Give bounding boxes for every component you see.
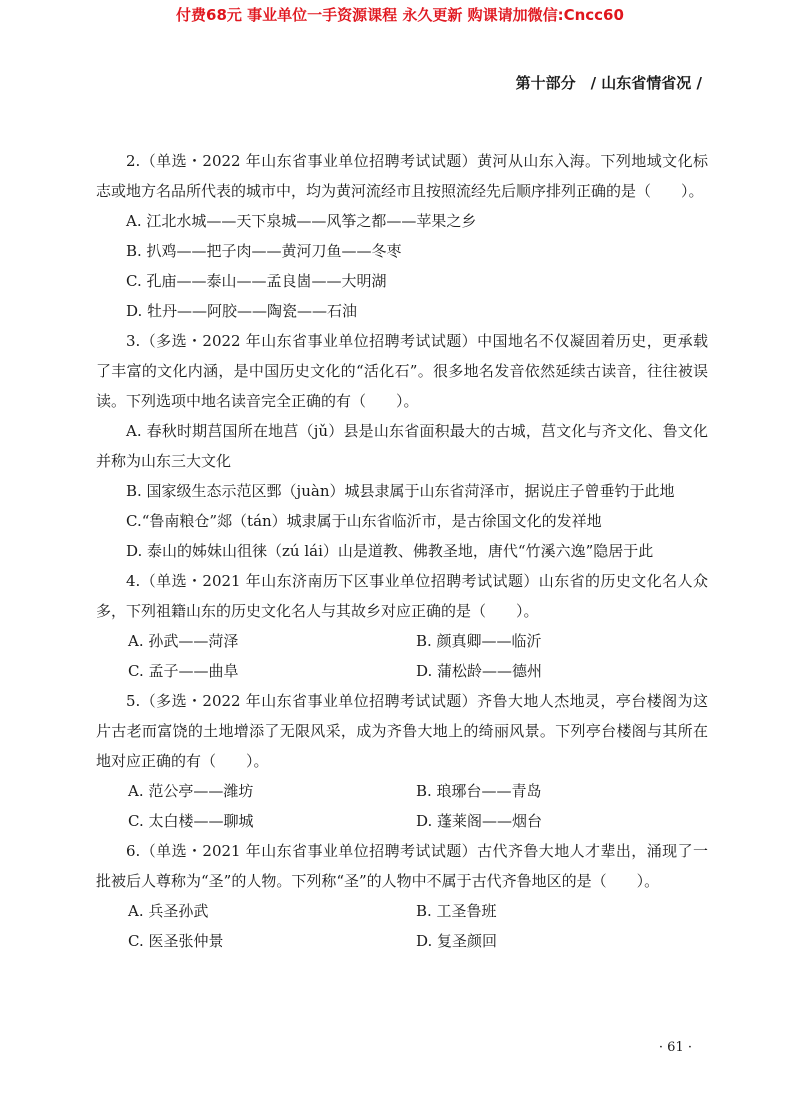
option: A. 春秋时期莒国所在地莒（jǔ）县是山东省面积最大的古城，莒文化与齐文化、鲁文化并称为山东三大文化 bbox=[96, 422, 708, 470]
option: D. 蓬莱阁——烟台 bbox=[416, 812, 543, 830]
option: B. 国家级生态示范区鄄（juàn）城县隶属于山东省菏泽市，据说庄子曾垂钓于此地 bbox=[126, 482, 675, 500]
option: A. 江北水城——天下泉城——风筝之都——苹果之乡 bbox=[126, 212, 477, 230]
option: C. 孔庙——泰山——孟良崮——大明湖 bbox=[126, 272, 387, 290]
option: D. 泰山的姊妹山徂徕（zú lái）山是道教、佛教圣地，唐代“竹溪六逸”隐居于此 bbox=[126, 542, 654, 560]
option-row bbox=[96, 926, 708, 956]
option-row bbox=[96, 806, 708, 836]
option-row bbox=[96, 626, 708, 656]
question-stem: 6.（单选・2021 年山东省事业单位招聘考试试题）古代齐鲁大地人才辈出，涌现了一批被后人尊称为“圣”的人物。下列称“圣”的人物中不属于古代齐鲁地区的是（ ）。 bbox=[96, 842, 708, 890]
option: B. 扒鸡——把子肉——黄河刀鱼——冬枣 bbox=[126, 242, 402, 260]
question-stem: 2.（单选・2022 年山东省事业单位招聘考试试题）黄河从山东入海。下列地域文化标志或地方名品所代表的城市中，均为黄河流经市且按照流经先后顺序排列正确的是（ ）。 bbox=[96, 152, 708, 200]
option: D. 牡丹——阿胶——陶瓷——石油 bbox=[126, 302, 358, 320]
section-header: 第十部分 / 山东省情省况 / bbox=[515, 74, 702, 92]
option: D. 蒲松龄——德州 bbox=[416, 662, 543, 680]
option-row bbox=[96, 896, 708, 926]
option: A. 范公亭——潍坊 bbox=[128, 782, 254, 800]
option: D. 复圣颜回 bbox=[416, 932, 498, 950]
option: A. 兵圣孙武 bbox=[128, 902, 209, 920]
option-row bbox=[96, 656, 708, 686]
question-stem: 4.（单选・2021 年山东济南历下区事业单位招聘考试试题）山东省的历史文化名人众多，下列祖籍山东的历史文化名人与其故乡对应正确的是（ ）。 bbox=[96, 572, 708, 620]
option-row bbox=[96, 776, 708, 806]
question-stem: 5.（多选・2022 年山东省事业单位招聘考试试题）齐鲁大地人杰地灵，亭台楼阁为这片古老而富饶的土地增添了无限风采，成为齐鲁大地上的绮丽风景。下列亭台楼阁与其所在地对应正确的有（ ）。 bbox=[96, 692, 708, 770]
option: C. 孟子——曲阜 bbox=[128, 662, 239, 680]
option: C. 太白楼——聊城 bbox=[128, 812, 254, 830]
page-number: · 61 · bbox=[658, 1040, 692, 1055]
option: B. 工圣鲁班 bbox=[416, 902, 497, 920]
option: C. 医圣张仲景 bbox=[128, 932, 224, 950]
option: B. 琅琊台——青岛 bbox=[416, 782, 542, 800]
option: B. 颜真卿——临沂 bbox=[416, 632, 542, 650]
question-stem: 3.（多选・2022 年山东省事业单位招聘考试试题）中国地名不仅凝固着历史，更承载了丰富的文化内涵，是中国历史文化的“活化石”。很多地名发音依然延续古读音，往往被误读。下列选项中地名读音完全正确的有（ ）。 bbox=[96, 332, 708, 410]
page-content bbox=[96, 146, 708, 956]
option: A. 孙武——菏泽 bbox=[128, 632, 239, 650]
watermark-banner: 付费68元 事业单位一手资源课程 永久更新 购课请加微信:Cncc60 bbox=[176, 6, 624, 24]
option: C.“鲁南粮仓”郯（tán）城隶属于山东省临沂市，是古徐国文化的发祥地 bbox=[126, 512, 602, 530]
